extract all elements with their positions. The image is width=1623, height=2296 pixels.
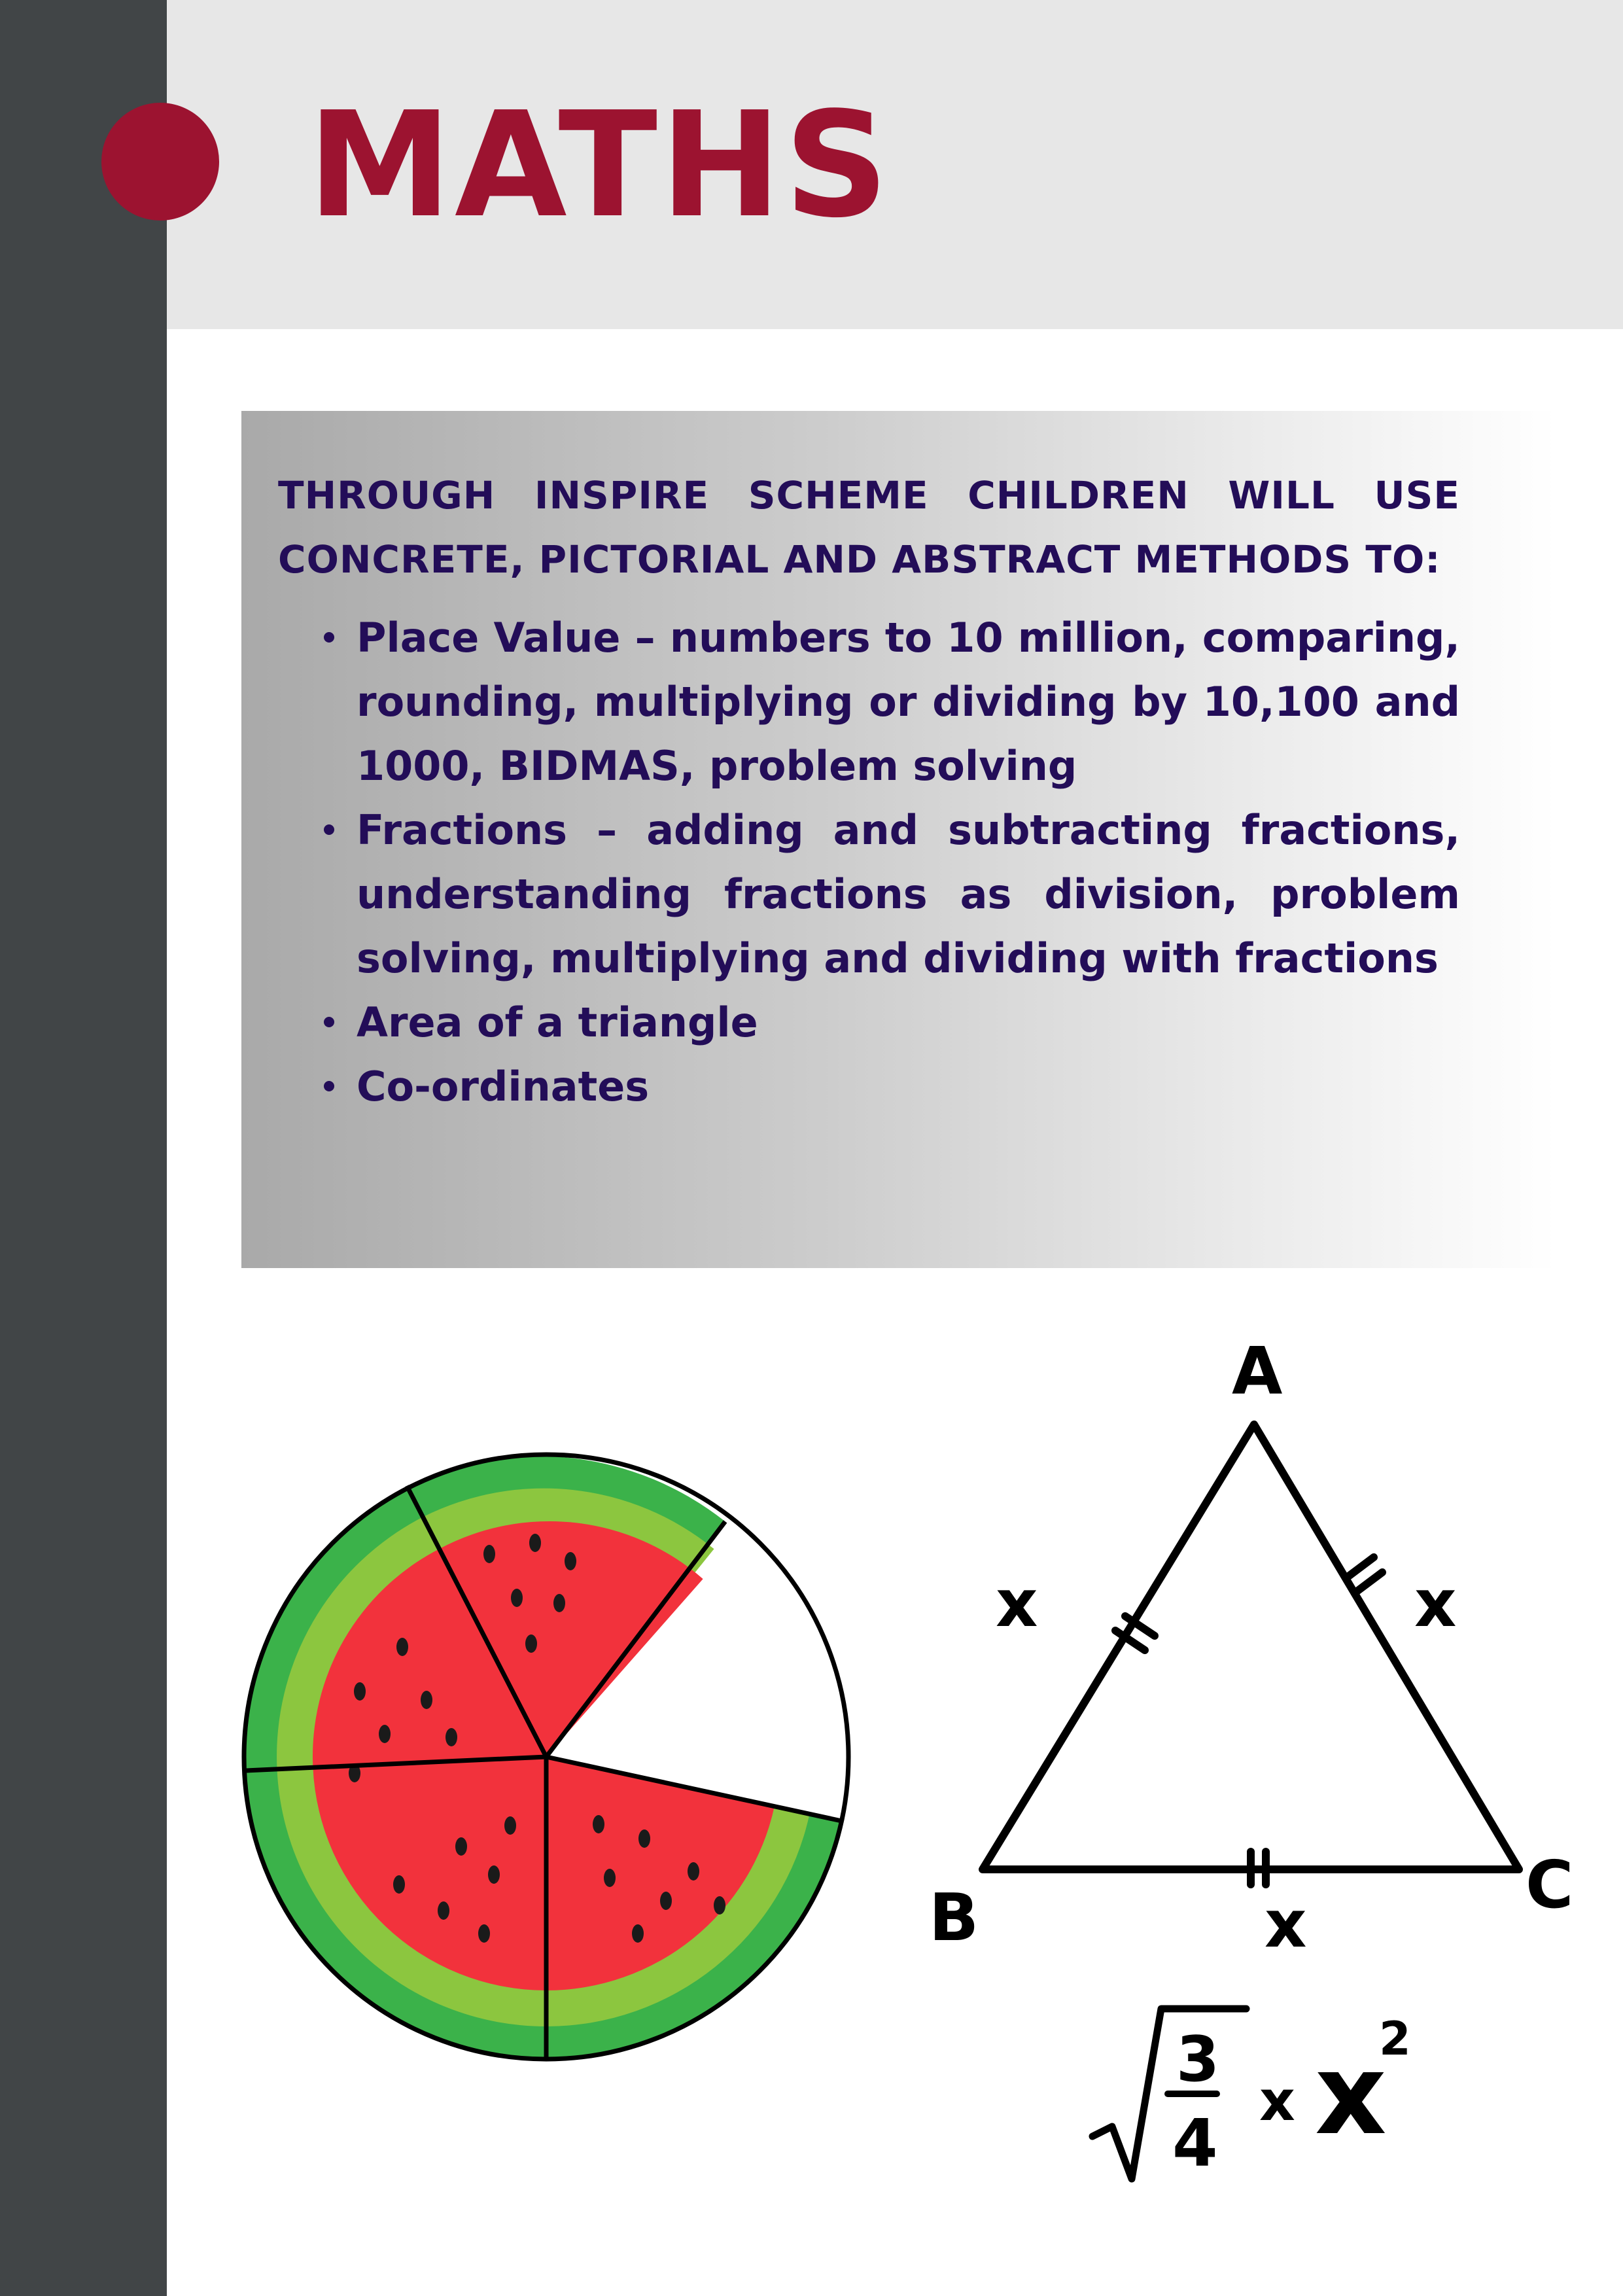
side-label-bottom: x bbox=[1265, 1886, 1307, 1962]
area-formula bbox=[1092, 2009, 1411, 2181]
formula-variable: x bbox=[1315, 2030, 1387, 2160]
formula-numerator: 3 bbox=[1176, 2024, 1220, 2096]
topic-item-fractions: Fractions – adding and subtracting fractions, understanding fractions as division, problem solving, multiplying and dividing with fractions bbox=[357, 798, 1460, 991]
topic-item-area-triangle: Area of a triangle bbox=[357, 991, 1460, 1055]
topic-item-coordinates: Co-ordinates bbox=[357, 1055, 1460, 1119]
info-box bbox=[241, 411, 1556, 1268]
formula-exponent: 2 bbox=[1379, 2012, 1411, 2066]
topic-item-place-value: Place Value – numbers to 10 million, comparing, rounding, multiplying or dividing by 10,100 and 1000, BIDMAS, problem solving bbox=[357, 606, 1460, 798]
formula-times: x bbox=[1259, 2069, 1295, 2134]
formula-denominator: 4 bbox=[1172, 2105, 1218, 2181]
triangle-shape bbox=[983, 1424, 1519, 1869]
side-label-right: x bbox=[1414, 1565, 1457, 1642]
intro-text: THROUGH INSPIRE SCHEME CHILDREN WILL USE CONCRETE, PICTORIAL AND ABSTRACT METHODS TO: bbox=[278, 473, 1460, 582]
topic-list bbox=[278, 606, 1460, 1119]
vertex-label-a: A bbox=[1232, 1333, 1283, 1409]
side-label-left: x bbox=[996, 1565, 1038, 1642]
equilateral-triangle-diagram bbox=[903, 1328, 1596, 2205]
watermelon-fraction-pie bbox=[236, 1446, 857, 2068]
vertex-label-b: B bbox=[929, 1879, 979, 1956]
page-title: MATHS bbox=[307, 81, 892, 250]
header-bullet-dot bbox=[101, 103, 219, 221]
vertex-label-c: C bbox=[1526, 1846, 1574, 1923]
side-bar bbox=[0, 0, 167, 2296]
